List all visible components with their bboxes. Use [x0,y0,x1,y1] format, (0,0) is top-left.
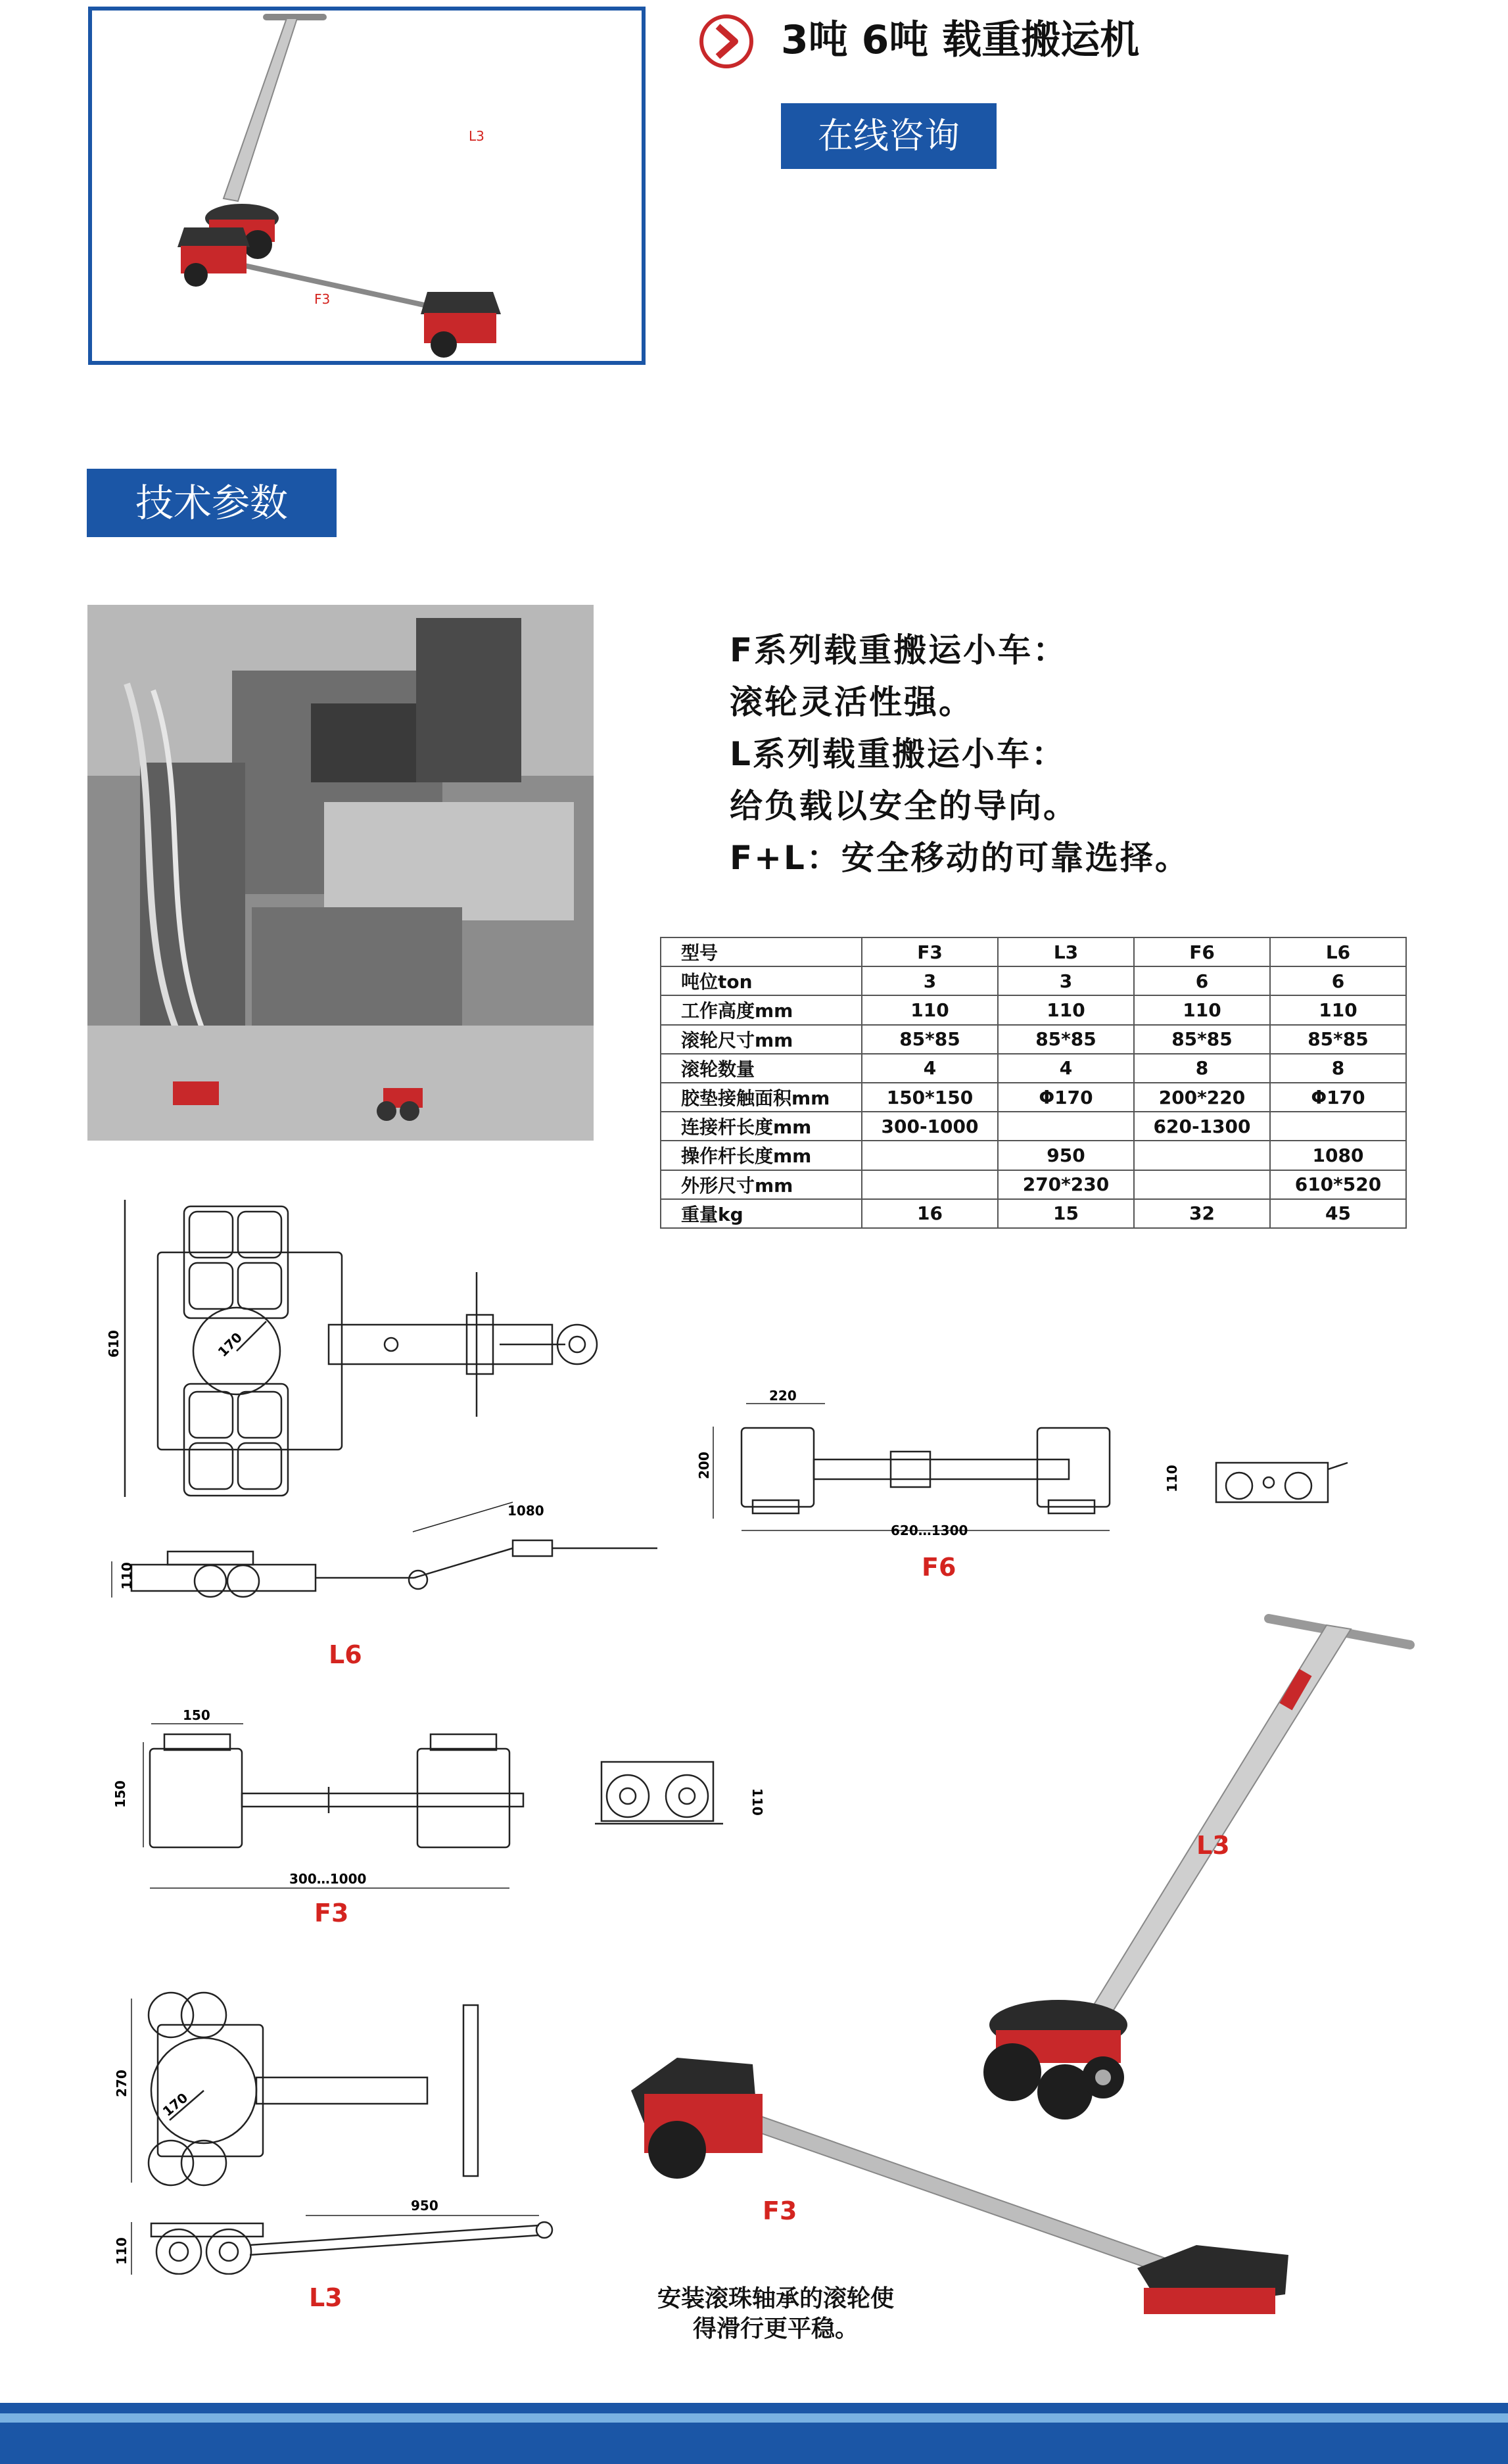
f6-technical-drawing [690,1387,1354,1545]
dim-label: 170 [159,2089,191,2120]
table-cell [862,1141,998,1170]
dim-label: 1080 [507,1503,544,1519]
description-line: L系列载重搬运小车： [730,735,1066,773]
table-cell [1134,1170,1270,1199]
row-label-cell: 滚轮数量 [661,1054,862,1083]
row-label-cell: 操作杆长度mm [661,1141,862,1170]
table-cell: 4 [998,1054,1134,1083]
table-row [661,1199,1406,1228]
dim-label: 150 [112,1780,128,1808]
table-cell: 150*150 [862,1083,998,1112]
spec-section-heading: 技术参数 [87,469,337,537]
product-photo-small [92,11,642,361]
description-line: 给负载以安全的导向。 [730,787,1078,825]
table-cell: 4 [862,1054,998,1083]
table-cell: 610*520 [1270,1170,1406,1199]
table-cell: L3 [998,937,1134,966]
drawing-label-f3: F3 [314,1899,349,1928]
product-photo-large [631,1604,1440,2314]
table-row [661,1141,1406,1170]
dim-label: 150 [183,1707,210,1723]
machine-photo [87,605,594,1141]
footer-stripe [0,2413,1508,2423]
dim-label: 110 [114,2237,130,2265]
dim-label: 300…1000 [289,1871,367,1887]
row-label-cell: 滚轮尺寸mm [661,1025,862,1054]
description-line: F+L：安全移动的可靠选择。 [730,839,1190,877]
table-row [661,995,1406,1024]
table-cell: L6 [1270,937,1406,966]
table-cell: 1080 [1270,1141,1406,1170]
table-cell: 3 [862,966,998,995]
table-cell: 110 [862,995,998,1024]
drawing-label-l6: L6 [329,1640,362,1669]
dim-label: 110 [749,1788,765,1816]
photo-label-f3: F3 [763,2196,797,2225]
table-cell: 620-1300 [1134,1112,1270,1141]
table-cell [862,1170,998,1199]
dim-label: 220 [769,1388,797,1404]
l3-technical-drawing [105,1985,578,2275]
dim-label: 170 [214,1329,246,1360]
table-cell: 110 [998,995,1134,1024]
table-row [661,1025,1406,1054]
page-title: 3吨 6吨 载重搬运机 [781,17,1140,63]
table-row [661,966,1406,995]
row-label-cell: 外形尺寸mm [661,1170,862,1199]
table-cell: 16 [862,1199,998,1228]
table-cell: 15 [998,1199,1134,1228]
drawing-label-f6: F6 [922,1553,956,1582]
photo-label-l3: L3 [1196,1831,1230,1860]
table-cell: 110 [1134,995,1270,1024]
table-cell: 8 [1134,1054,1270,1083]
photo-label-l3: L3 [469,128,484,144]
table-cell: 3 [998,966,1134,995]
table-cell: 200*220 [1134,1083,1270,1112]
row-label-cell: 连接杆长度mm [661,1112,862,1141]
table-row [661,1054,1406,1083]
row-label-cell: 吨位ton [661,966,862,995]
table-cell [1270,1112,1406,1141]
table-cell: 85*85 [862,1025,998,1054]
description-line: F系列载重搬运小车： [730,631,1068,669]
table-row [661,1112,1406,1141]
table-cell: 110 [1270,995,1406,1024]
dim-label: 200 [696,1452,712,1479]
dim-label: 950 [411,2198,438,2214]
row-label-cell: 重量kg [661,1199,862,1228]
product-image-frame [88,7,646,365]
table-cell: 6 [1134,966,1270,995]
table-cell: 270*230 [998,1170,1134,1199]
table-cell [998,1112,1134,1141]
table-cell: F6 [1134,937,1270,966]
table-cell: Φ170 [998,1083,1134,1112]
footer-stripe [0,2403,1508,2413]
table-cell: 85*85 [998,1025,1134,1054]
dim-label: 270 [114,2070,130,2097]
table-cell: 85*85 [1270,1025,1406,1054]
row-label-cell: 胶垫接触面积mm [661,1083,862,1112]
table-cell: 32 [1134,1199,1270,1228]
table-cell: 300-1000 [862,1112,998,1141]
description-line: 滚轮灵活性强。 [730,683,974,721]
table-cell: 45 [1270,1199,1406,1228]
table-row [661,1083,1406,1112]
l6-technical-drawing [105,1193,677,1601]
dim-label: 620…1300 [891,1523,968,1538]
table-cell: Φ170 [1270,1083,1406,1112]
table-cell: 950 [998,1141,1134,1170]
product-description [730,625,1387,884]
chevron-right-icon [698,13,755,70]
photo-label-f3: F3 [314,291,331,307]
online-consult-button[interactable]: 在线咨询 [781,103,997,169]
table-header-row [661,937,1406,966]
dim-label: 110 [1164,1465,1180,1492]
dim-label: 110 [119,1562,135,1590]
row-label-cell: 型号 [661,937,862,966]
table-cell: 8 [1270,1054,1406,1083]
table-cell: 85*85 [1134,1025,1270,1054]
footer-bar [0,2423,1508,2464]
caption [631,2283,920,2344]
table-row [661,1170,1406,1199]
table-cell: F3 [862,937,998,966]
caption-line: 安装滚珠轴承的滚轮使 [657,2285,894,2312]
table-cell [1134,1141,1270,1170]
dim-label: 610 [106,1330,122,1358]
table-cell: 6 [1270,966,1406,995]
drawing-label-l3: L3 [309,2283,342,2312]
caption-line: 得滑行更平稳。 [692,2315,859,2342]
row-label-cell: 工作高度mm [661,995,862,1024]
spec-table [660,937,1407,1229]
